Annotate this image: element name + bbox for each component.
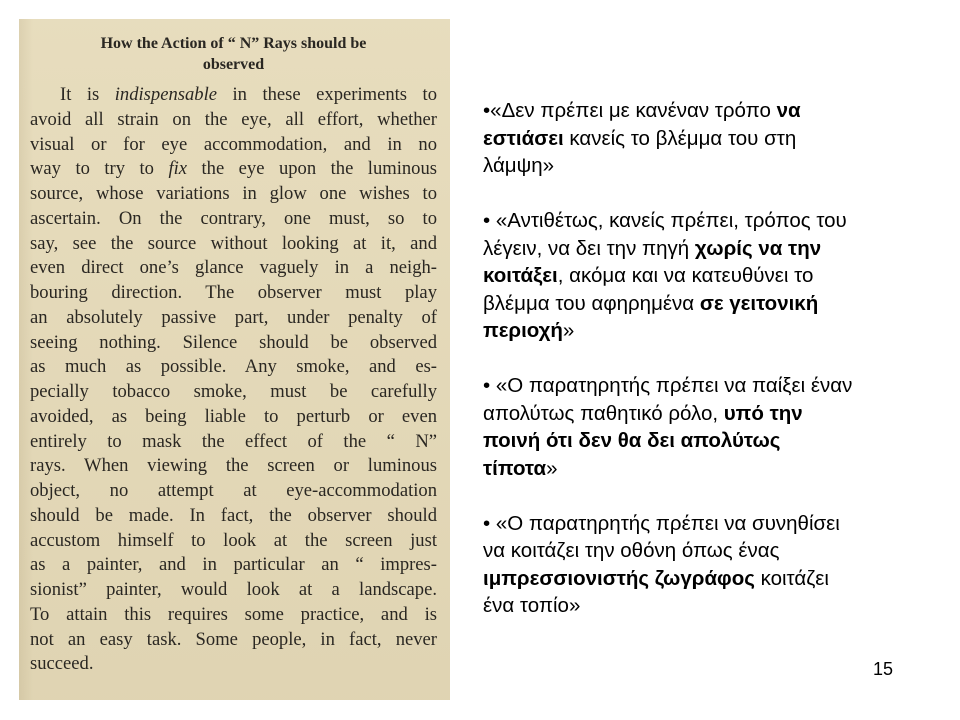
book-page-scan: [19, 19, 450, 700]
bullet-text: λέγειν, να δει την πηγή: [483, 236, 695, 260]
scan-text-line: It is indispensable in these experiments to: [60, 84, 437, 105]
bullet-text: ένα τοπίο»: [483, 594, 581, 617]
scan-title: [30, 33, 437, 75]
bullet-text: • «Αντιθέτως, κανείς πρέπει, τρόπος του: [483, 209, 847, 232]
bullet-line: [483, 207, 913, 235]
bullet-line: [483, 510, 913, 538]
scan-text-line: entirely to mask the effect of the “ N”: [30, 430, 437, 452]
scan-text-line: object, no attempt at eye-accommodation: [30, 480, 437, 501]
bullet-text: • «Ο παρατηρητής πρέπει να συνηθίσει: [483, 511, 840, 535]
scan-italic-word: fix: [168, 158, 188, 180]
bullet-line: [483, 372, 913, 400]
scan-text-line: even direct one’s glance vaguely in a neigh-: [30, 257, 437, 279]
bullet-emphasis: σε γειτονική: [699, 291, 819, 315]
bullet-emphasis: περιοχή: [483, 319, 563, 342]
bullet-item: [483, 510, 913, 620]
bullet-line: [483, 427, 913, 455]
scan-title-line: observed: [202, 56, 265, 73]
scan-text-line: To attain this requires some practice, and is: [30, 603, 437, 625]
bullet-line: [483, 152, 913, 180]
scan-text-line: rays. When viewing the screen or luminous: [30, 455, 437, 477]
scan-text-line: avoid all strain on the eye, all effort, whether: [30, 108, 437, 130]
bullet-emphasis: να: [776, 99, 801, 122]
bullet-line: [483, 125, 913, 153]
scan-text-line: as a painter, and in particular an “ impres-: [30, 554, 437, 576]
bullet-emphasis: ποινή ότι δεν θα δει απολύτως: [483, 429, 781, 452]
bullet-emphasis: κοιτάξει: [483, 264, 558, 287]
bullet-text: »: [562, 319, 575, 342]
bullet-emphasis: υπό την: [723, 401, 803, 425]
scan-text-line: not an easy task. Some people, in fact, never: [30, 628, 437, 650]
bullet-line: [483, 565, 913, 593]
scan-text-line: way to try to fix the eye upon the luminous: [30, 158, 437, 180]
scan-text-line: bouring direction. The observer must play: [30, 282, 437, 303]
scan-text-line: pecially tobacco smoke, must be carefully: [30, 381, 437, 402]
scan-text-line: as much as possible. Any smoke, and es-: [30, 356, 437, 378]
page-number: 15: [873, 659, 894, 679]
bullet-text: απολύτως παθητικό ρόλο,: [483, 401, 724, 425]
bullet-line: [483, 262, 913, 290]
bullet-item: [483, 207, 913, 345]
bullet-line: [483, 537, 913, 565]
bullet-text: λάμψη»: [483, 154, 555, 177]
bullet-line: [483, 97, 913, 125]
bullet-text: κανείς το βλέμμα του στη: [563, 126, 797, 150]
scan-body-text: [30, 83, 437, 677]
bullet-emphasis: χωρίς να την: [694, 236, 822, 260]
bullet-text: »: [546, 456, 558, 480]
bullet-emphasis: ιμπρεσσιονιστής ζωγράφος: [483, 566, 755, 590]
bullet-text: •«Δεν πρέπει με κανέναν τρόπο: [483, 99, 777, 122]
bullet-text: κοιτάζει: [754, 566, 829, 590]
bullet-text: • «Ο παρατηρητής πρέπει να παίξει έναν: [483, 374, 853, 397]
scan-text-line: should be made. In fact, the observer should: [30, 504, 437, 526]
scan-text-line: seeing nothing. Silence should be observed: [30, 331, 437, 353]
bullet-text: βλέμμα του αφηρημένα: [483, 291, 700, 315]
bullet-line: [483, 400, 913, 428]
scan-text-line: visual or for eye accommodation, and in no: [30, 133, 437, 155]
scan-italic-word: indispensable: [114, 84, 218, 105]
bullet-emphasis: τίποτα: [483, 456, 547, 480]
scan-text-line: ascertain. On the contrary, one must, so to: [30, 207, 437, 229]
bullet-item: [483, 97, 913, 180]
scan-title-line: How the Action of “ N” Rays should be: [100, 35, 367, 52]
scan-text-line: avoided, as being liable to perturb or even: [30, 405, 437, 427]
bullet-line: [483, 592, 913, 620]
bullet-line: [483, 235, 913, 263]
bullet-emphasis: εστιάσει: [483, 126, 564, 150]
bullet-text: να κοιτάζει την οθόνη όπως ένας: [483, 539, 780, 562]
scan-text-line: source, whose variations in glow one wishes to: [30, 183, 437, 204]
bullet-line: [483, 317, 913, 345]
bullet-list: [483, 97, 913, 647]
bullet-text: , ακόμα και να κατευθύνει το: [557, 264, 814, 287]
scan-text-line: an absolutely passive part, under penalty of: [30, 306, 437, 328]
bullet-line: [483, 455, 913, 483]
bullet-item: [483, 372, 913, 482]
scan-text-line: say, see the source without looking at it, and: [30, 232, 437, 254]
scan-text-line: succeed.: [30, 653, 94, 675]
scan-text-line: sionist” painter, would look at a landscape.: [30, 579, 437, 600]
bullet-line: [483, 290, 913, 318]
scan-text-line: accustom himself to look at the screen just: [30, 529, 437, 551]
